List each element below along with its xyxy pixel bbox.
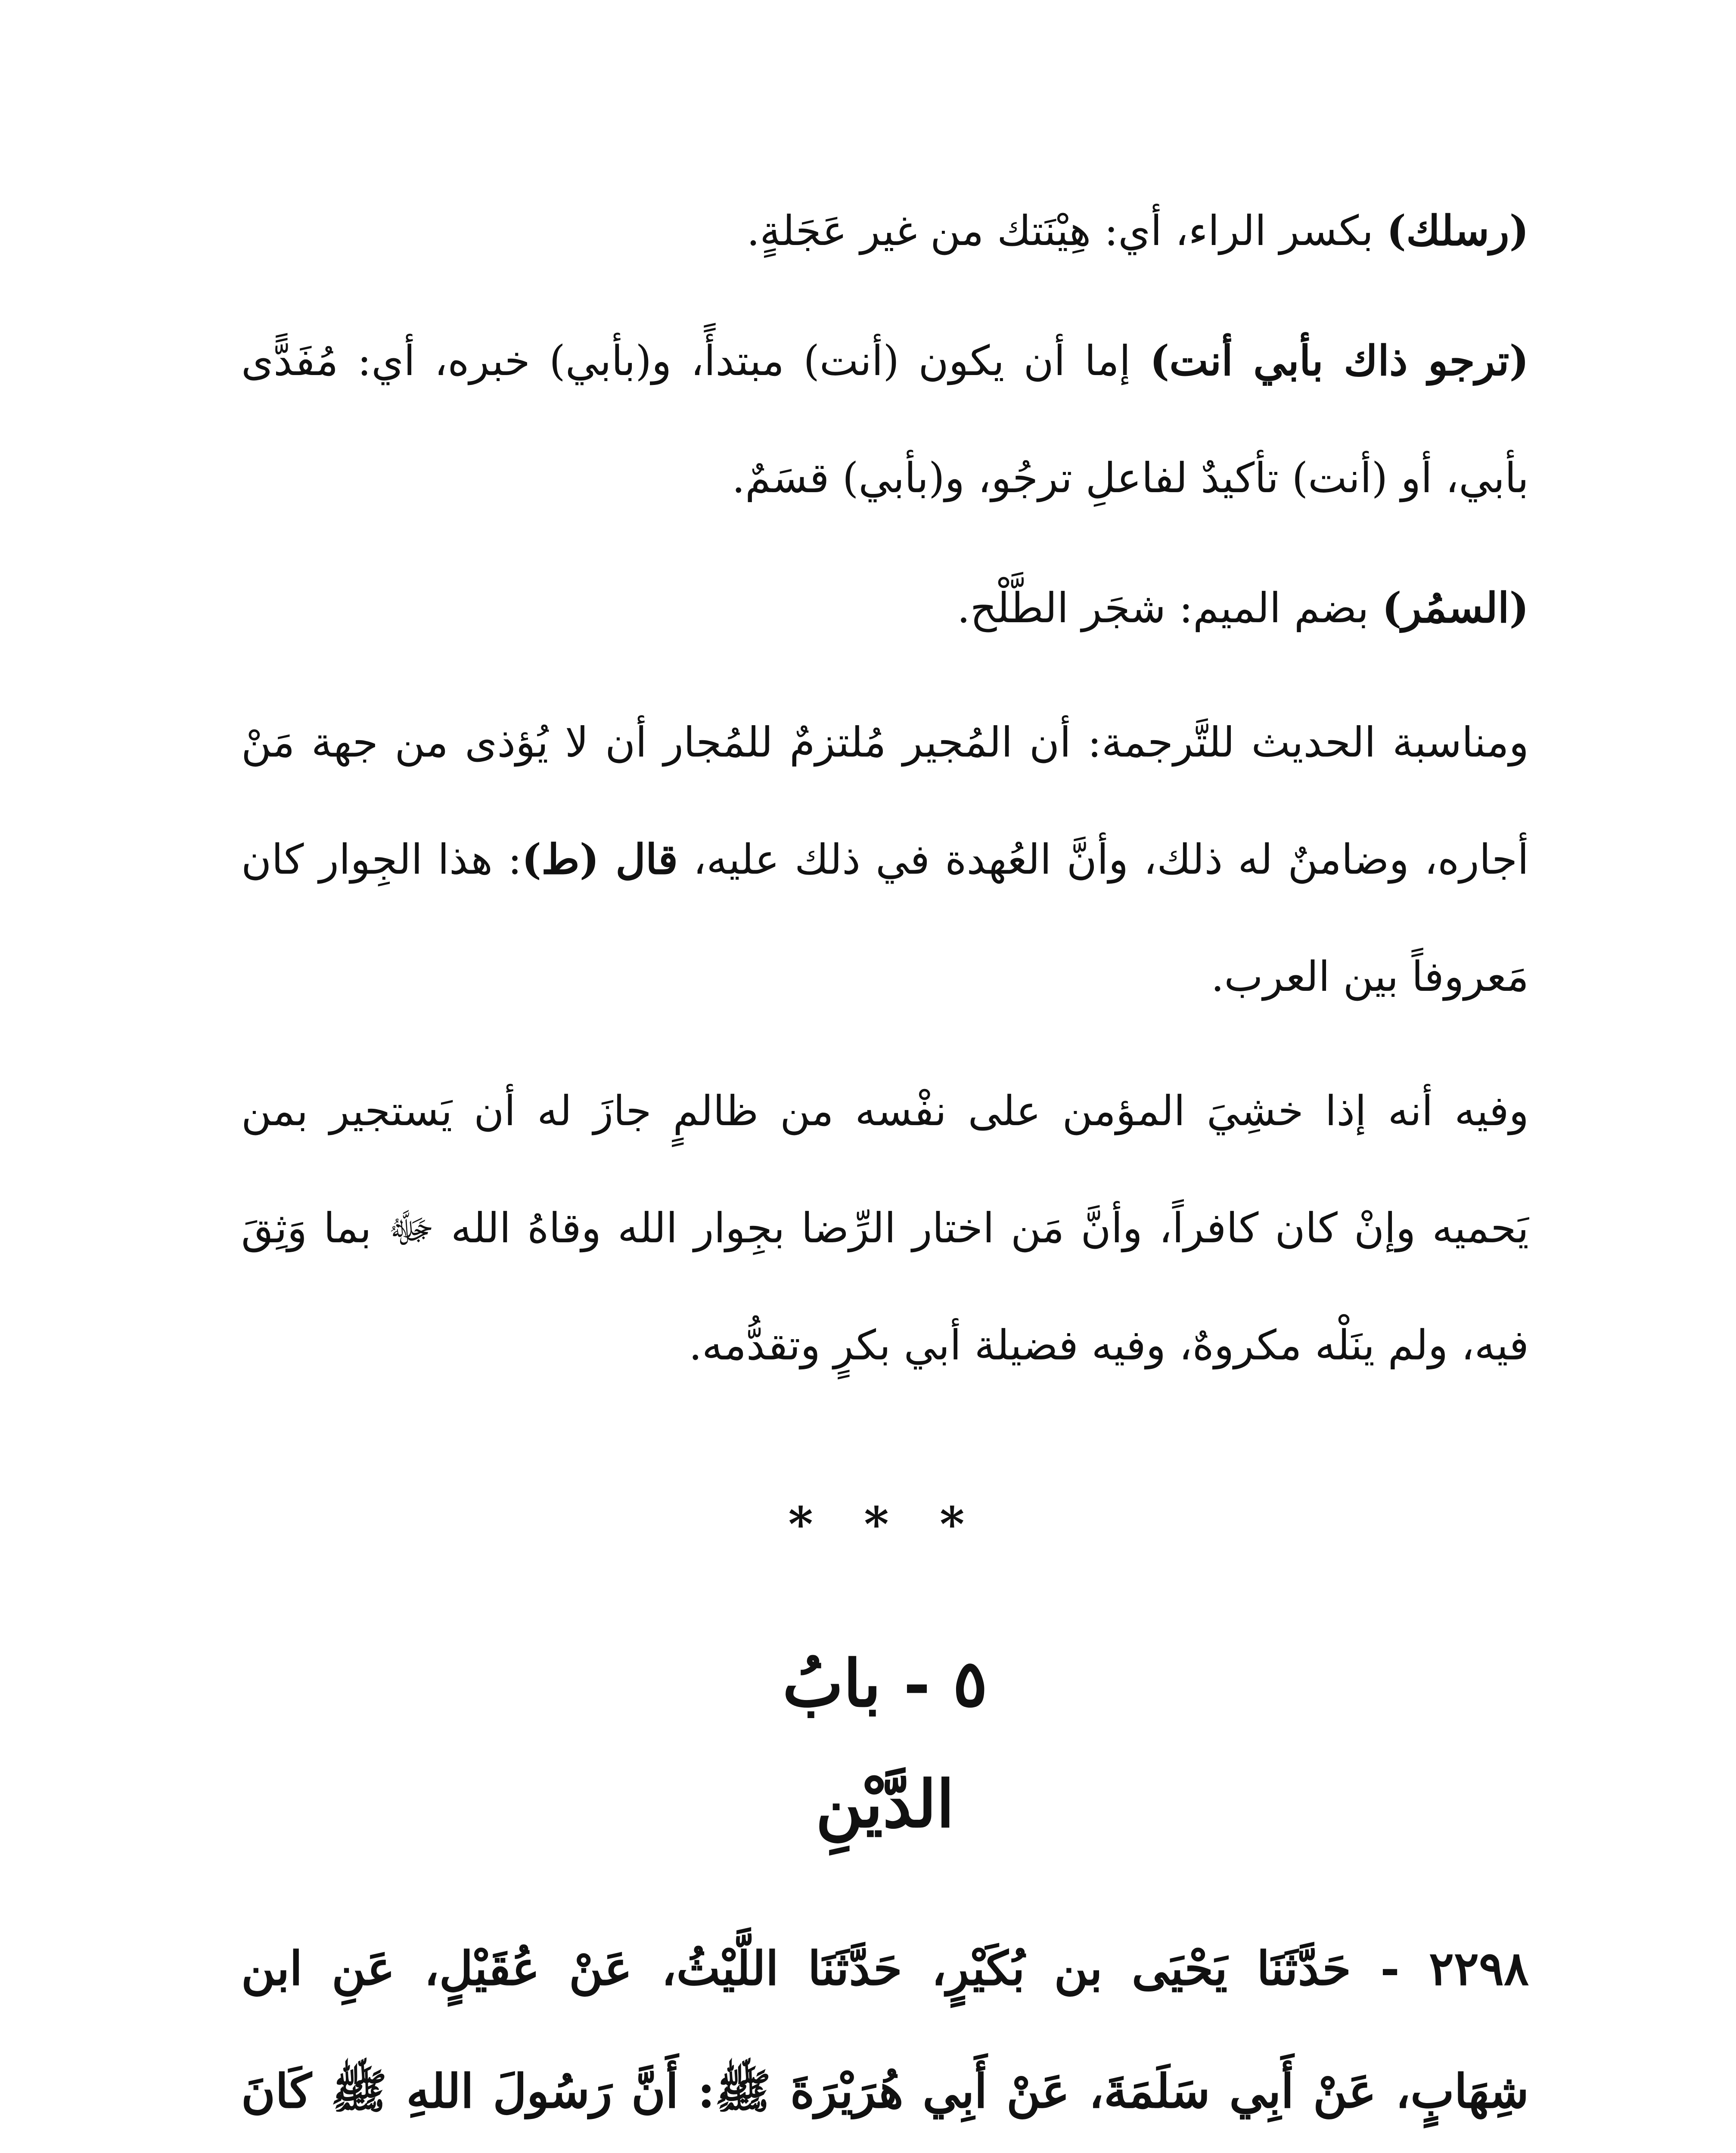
chapter-title: الدَّيْنِ: [815, 1766, 955, 1842]
commentary-citation: قال (ط): [522, 835, 678, 884]
commentary-paragraph-2: وفيه أنه إذا خشِيَ المؤمن على نفْسه من ظالمٍ جازَ له أن يَستجير بمن يَحميه وإنْ كان كافراً، وأنَّ مَن اختار الرِّضا بجِوار الله وقاهُ الله ﷻ بما وَثِقَ فيه، ولم ينَلْه مكروهٌ، وفيه فضيلة أبي بكرٍ وتقدُّمه.: [241, 1087, 1529, 1369]
notes-block: [241, 172, 1529, 667]
page-body: [241, 172, 1529, 2153]
commentary-text: ومناسبة الحديث للتَّرجمة: أن المُجير مُلتزمٌ للمُجار أن لا يُؤذى من جهة مَنْ أجاره، وضامنٌ له ذلك، وأنَّ العُهدة في ذلك عليه،: [241, 718, 1529, 884]
note-term: (رسلك): [1386, 206, 1529, 255]
note-term: (ترجو ذاك بأبي أنت): [1149, 336, 1529, 385]
note-text: بضم الميم: شجَر الطَّلْح.: [957, 584, 1382, 632]
commentary-text-end: : هذا الجِوار كان مَعروفاً بين العرب.: [241, 835, 1529, 1001]
note-text: إما أن يكون (أنت) مبتدأً، و(بأبي) خبره، أي: مُفَدًّى بأبي، أو (أنت) تأكيدٌ لفاعلِ ترجُو، و(بأبي) قسَمٌ.: [241, 337, 1529, 502]
note-line: [241, 172, 1529, 289]
commentary-paragraph: [241, 684, 1529, 1035]
chapter-number: ٥ - بابُ: [783, 1646, 988, 1722]
note-term: (السمُر): [1382, 583, 1529, 632]
section-separator: * * *: [788, 1496, 982, 1552]
note-text: بكسر الراء، أي: هِيْنَتك من غير عَجَلةٍ.: [746, 207, 1387, 255]
note-line: [241, 302, 1529, 537]
hadith-text: ٢٢٩٨ - حَدَّثَنَا يَحْيَى بن بُكَيْرٍ، حَدَّثَنَا اللَّيْثُ، عَنْ عُقَيْلٍ، عَنِ ابن شِهَابٍ، عَنْ أَبِي سَلَمَةَ، عَنْ أَبِي هُرَيْرَةَ ﷺ: أَنَّ رَسُولَ اللهِ ﷺ كَانَ: [241, 1942, 1529, 2119]
note-line: [241, 549, 1529, 667]
